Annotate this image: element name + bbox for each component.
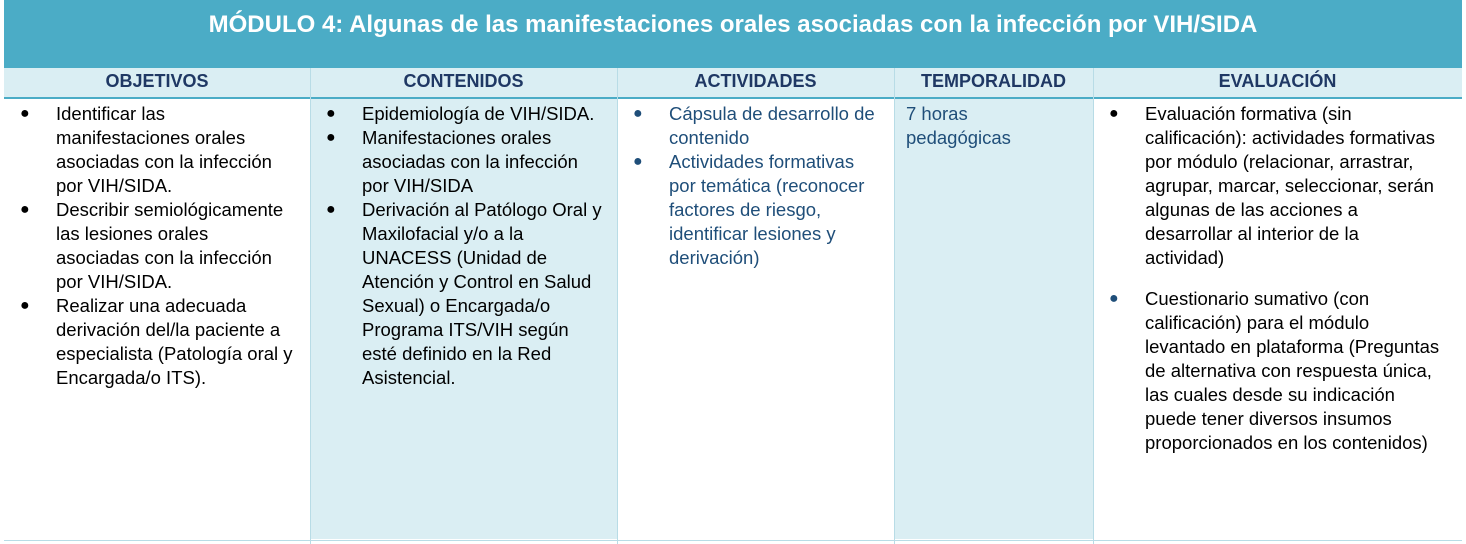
list-item: ● Epidemiología de VIH/SIDA.: [326, 103, 595, 124]
table-bottom-border: [4, 540, 1462, 541]
evaluacion-list: [1109, 102, 1442, 455]
list-item: ● Cápsula de desarrollo de contenido: [633, 103, 875, 148]
column-divider: [894, 68, 895, 544]
header-objetivos: OBJETIVOS: [105, 71, 209, 91]
cell-contenidos: [310, 99, 617, 539]
table-body-row: [4, 99, 1462, 539]
column-divider: [310, 68, 311, 544]
cell-temporalidad: [894, 99, 1093, 539]
list-item: ● Describir semiológicamente las lesiones orales asociadas con la infección por VIH/SIDA.: [20, 199, 284, 292]
cell-actividades: [617, 99, 894, 539]
module-table: [4, 0, 1462, 544]
header-temporalidad: TEMPORALIDAD: [921, 71, 1066, 91]
list-item: ● Actividades formativas por temática (reconocer factores de riesgo, identificar lesiones y derivación): [633, 151, 865, 268]
table-header-row: [4, 68, 1462, 99]
objetivos-list: [20, 102, 294, 390]
column-divider: [617, 68, 618, 544]
column-divider: [1093, 68, 1094, 544]
header-contenidos: CONTENIDOS: [403, 71, 524, 91]
list-item: ● Identificar las manifestaciones orales asociadas con la infección por VIH/SIDA.: [20, 103, 272, 196]
header-evaluacion: EVALUACIÓN: [1218, 71, 1337, 91]
actividades-list: [633, 102, 884, 270]
cell-objetivos: [4, 99, 310, 539]
module-title: MÓDULO 4: Algunas de las manifestaciones orales asociadas con la infección por VIH/SIDA: [4, 0, 1462, 68]
temporalidad-text: 7 horas pedagógicas: [906, 103, 1011, 148]
list-item: ● Manifestaciones orales asociadas con la infección por VIH/SIDA: [326, 127, 578, 196]
header-actividades: ACTIVIDADES: [694, 71, 817, 91]
cell-evaluacion: [1093, 99, 1462, 539]
contenidos-list: [326, 102, 603, 390]
list-item: ● Cuestionario sumativo (con calificación) para el módulo levantado en plataforma (Preguntas de alternativa con respuesta única, las cuales desde su indicación puede tener diversos insumos proporcionados en los contenidos): [1109, 288, 1440, 453]
list-item: ● Derivación al Patólogo Oral y Maxilofacial y/o a la UNACESS (Unidad de Atención y Control en Salud Sexual) o Encargada/o Programa ITS/VIH según esté definido en la Red Asistencial.: [326, 199, 602, 388]
list-item: ● Evaluación formativa (sin calificación): actividades formativas por módulo (relacionar, arrastrar, agrupar, marcar, seleccionar, serán algunas de las acciones a desarrollar al interior de la actividad): [1109, 103, 1435, 268]
list-item: ● Realizar una adecuada derivación del/la paciente a especialista (Patología oral y Encargada/o ITS).: [20, 295, 293, 388]
